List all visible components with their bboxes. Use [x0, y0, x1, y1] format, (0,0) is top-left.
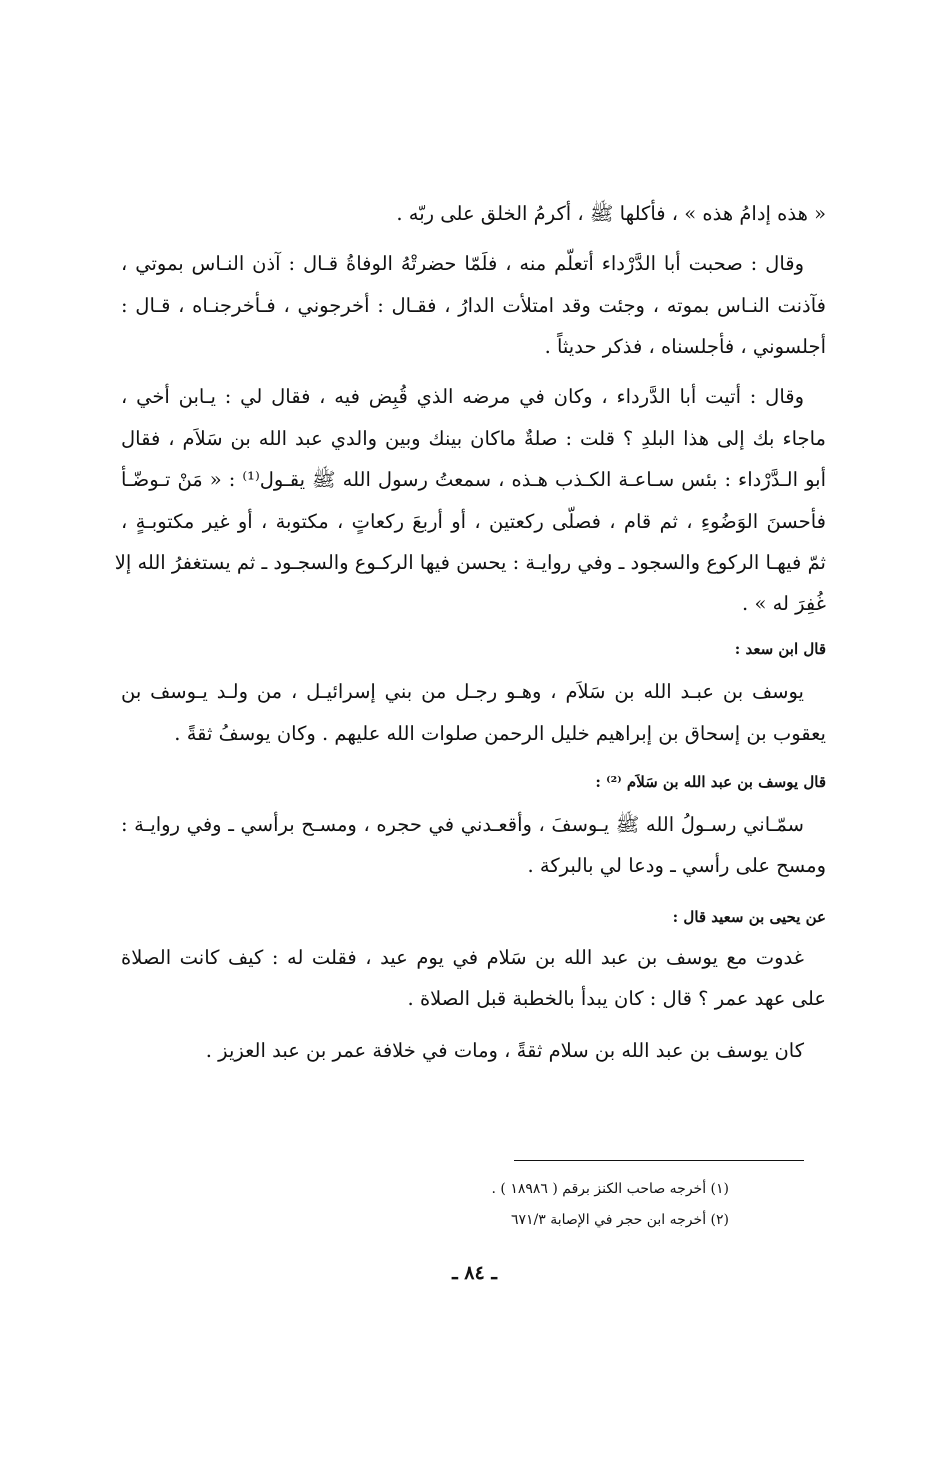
- text-line: يعقوب بن إسحاق بن إبراهيم خليل الرحمن صلوات الله عليهم . وكان يوسفُ ثقةً .: [174, 722, 826, 745]
- text-line: ومسح على رأسي ـ ودعا لي بالبركة .: [527, 854, 826, 877]
- page-number: ـ ٨٤ ـ: [452, 1262, 497, 1284]
- text-line: فأحسنَ الوَضُوءِ ، ثم قام ، فصلّى ركعتين ، أو أربعَ ركعاتٍ ، مكتوبة ، أو غير مكتوبـةٍ ،: [121, 510, 826, 533]
- text-line: أجلسوني ، فأجلسناه ، فذكر حديثاً .: [544, 335, 826, 358]
- text-line: « هذه إدامُ هذه » ، فأكلها ﷺ ، أكرمُ الخلق على ربّه .: [396, 202, 826, 225]
- text-line: غُفِرَ له » .: [742, 592, 826, 615]
- text-line: كان يوسف بن عبد الله بن سلام ثقةً ، ومات في خلافة عمر بن عبد العزيز .: [205, 1039, 804, 1062]
- text-line: وقال : صحبت أبا الدَّرْداء أتعلّم منه ، فلَمّا حضرتْهُ الوفاةُ قـال : آذن النـاس بموتي ،: [121, 252, 804, 275]
- text-line: ماجاء بك إلى هذا البلدِ ؟ قلت : صلةٌ ماكان بينك وبين والدي عبد الله بن سَلاَم ، فقال: [121, 427, 826, 450]
- section-heading: عن يحيى بن سعيد قال :: [672, 908, 826, 926]
- text-line: فآذنت النـاس بموته ، وجئت وقد امتلأت الدارُ ، فقـال : أخرجوني ، فـأخرجنـاه ، قـال :: [121, 294, 826, 317]
- text-line: غدوت مع يوسف بن عبد الله بن سَلام في يوم عيد ، فقلت له : كيف كانت الصلاة: [121, 946, 804, 969]
- footnote-divider: [514, 1160, 804, 1161]
- text-line: أبو الـدَّرْداء : بئس سـاعـة الكـذب هـذه ، سمعتُ رسول الله ﷺ يقـول⁽¹⁾ : « مَنْ تـوضّـأ: [121, 468, 826, 491]
- footnote: (٢) أخرجه ابن حجر في الإصابة ٦٧١/٣: [510, 1212, 729, 1228]
- section-heading: قال يوسف بن عبد الله بن سَلاَم ⁽²⁾ :: [595, 773, 826, 791]
- text-line: وقال : أتيت أبا الدَّرداء ، وكان في مرضه الذي قُبِض فيه ، فقال لي : يـابن أخي ،: [121, 385, 804, 408]
- footnote: (١) أخرجه صاحب الكنز برقم ( ١٨٩٨٦ ) .: [491, 1181, 729, 1197]
- text-line: ثمّ فيهـا الركوع والسجود ـ وفي روايـة : يحسن فيها الركـوع والسجـود ـ ثم يستغفرُ الله إلا: [114, 551, 826, 574]
- section-heading: قال ابن سعد :: [734, 640, 826, 658]
- text-line: يوسف بن عبـد الله بن سَلاَم ، وهـو رجـل من بني إسرائيـل ، من ولـد يـوسف بن: [121, 680, 804, 703]
- text-line: سمّـاني رسـولُ الله ﷺ يـوسفَ ، وأقعـدني في حجره ، ومسـح برأسي ـ وفي روايـة :: [121, 813, 804, 836]
- text-line: على عهد عمر ؟ قال : كان يبدأ بالخطبة قبل الصلاة .: [407, 987, 826, 1010]
